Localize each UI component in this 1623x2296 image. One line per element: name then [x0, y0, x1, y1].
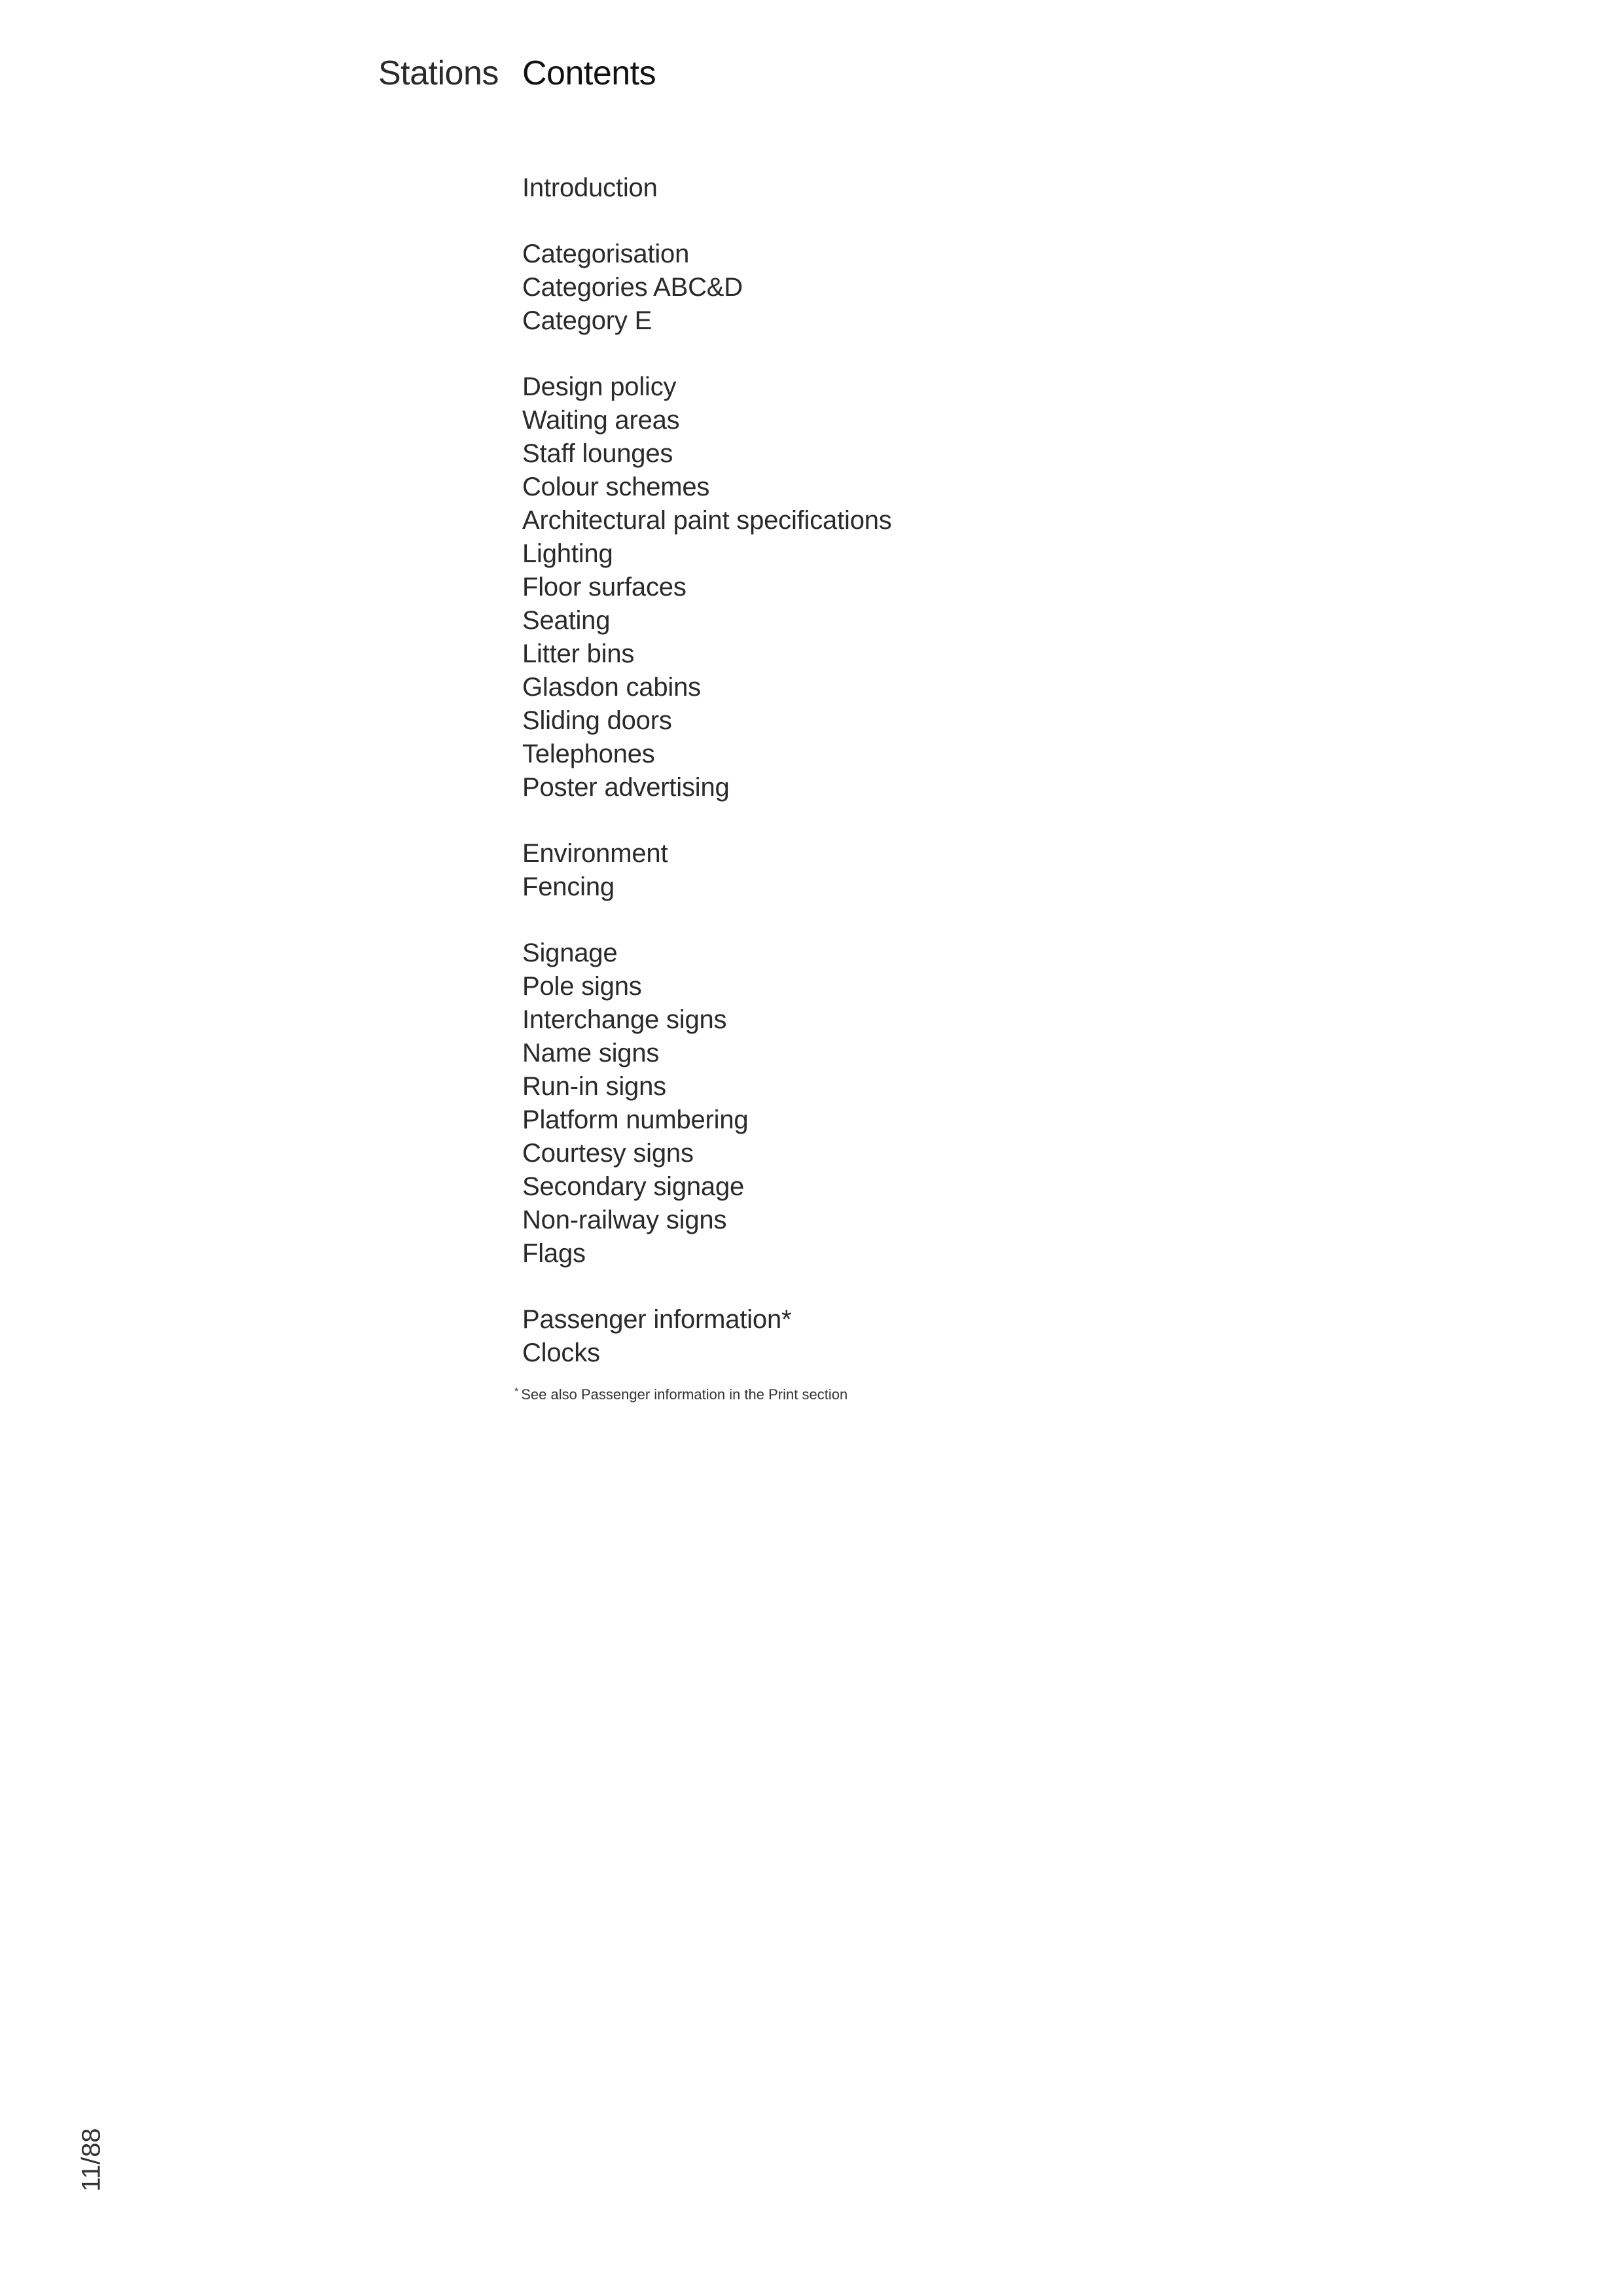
table-of-contents	[522, 171, 1308, 1403]
toc-item: Flags	[522, 1239, 586, 1268]
toc-item: Run-in signs	[522, 1072, 666, 1101]
toc-item: Colour schemes	[522, 473, 710, 501]
toc-group-signage	[522, 937, 1308, 1270]
footnote-text: See also Passenger information in the Print section	[521, 1386, 848, 1403]
toc-item: Categories ABC&D	[522, 273, 743, 302]
toc-item: Architectural paint specifications	[522, 506, 892, 535]
toc-group-environment	[522, 837, 1308, 904]
toc-group-design-policy	[522, 370, 1308, 804]
footnote	[514, 1386, 847, 1403]
toc-item: Staff lounges	[522, 439, 673, 468]
page-title: Contents	[522, 54, 656, 92]
toc-group-categorisation	[522, 238, 1308, 338]
page-reference: 11/88	[77, 2128, 106, 2192]
toc-group-introduction	[522, 171, 1308, 205]
toc-item: Clocks	[522, 1338, 600, 1367]
toc-item: Litter bins	[522, 639, 635, 668]
toc-item: Category E	[522, 306, 652, 335]
toc-item: Courtesy signs	[522, 1139, 694, 1168]
toc-item: Interchange signs	[522, 1005, 727, 1034]
toc-item: Categorisation	[522, 240, 690, 268]
toc-item: Seating	[522, 606, 611, 635]
toc-item: Environment	[522, 839, 668, 868]
footnote-marker: *	[514, 1386, 519, 1397]
toc-item: Pole signs	[522, 972, 642, 1001]
toc-item: Name signs	[522, 1039, 660, 1067]
toc-item: Non-railway signs	[522, 1206, 727, 1234]
toc-item: Lighting	[522, 539, 613, 568]
toc-item: Introduction	[522, 173, 658, 202]
toc-item: Platform numbering	[522, 1105, 749, 1134]
toc-item: Design policy	[522, 372, 677, 401]
toc-item: Signage	[522, 939, 618, 967]
toc-item: Glasdon cabins	[522, 673, 701, 702]
toc-item: Telephones	[522, 740, 655, 768]
toc-item: Secondary signage	[522, 1172, 745, 1201]
toc-item: Passenger information*	[522, 1305, 792, 1334]
toc-item: Fencing	[522, 872, 615, 901]
section-label: Stations	[378, 54, 499, 92]
toc-item: Floor surfaces	[522, 573, 687, 601]
toc-item: Sliding doors	[522, 706, 672, 735]
toc-item: Poster advertising	[522, 773, 730, 802]
toc-item: Waiting areas	[522, 406, 680, 435]
toc-group-passenger-information	[522, 1303, 1308, 1370]
